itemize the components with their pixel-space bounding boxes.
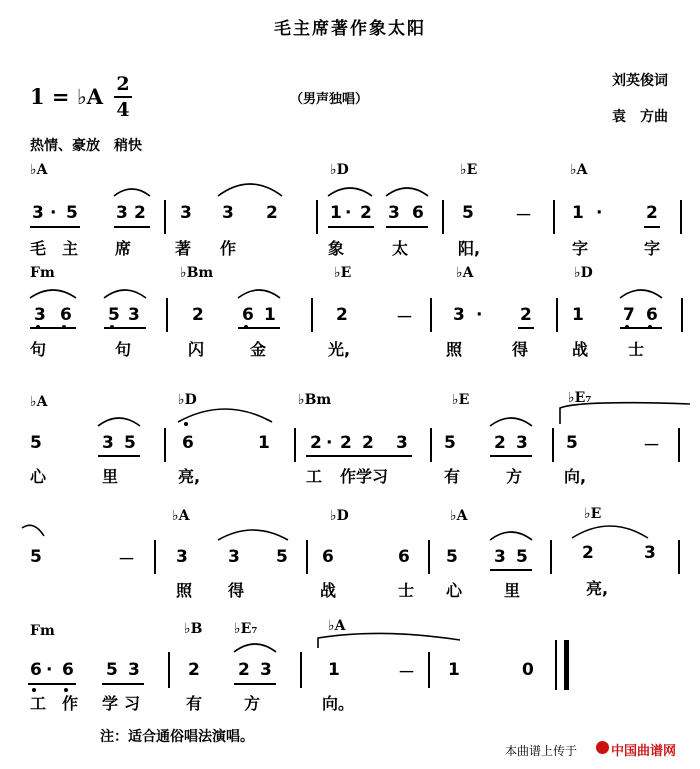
chord-symbol: ♭E: [460, 162, 478, 178]
time-numerator: 2: [116, 73, 130, 95]
chord-symbol: ♭E: [584, 506, 602, 522]
note: 2: [646, 203, 658, 223]
note-dot: ·: [50, 203, 57, 223]
low-octave-dot: [244, 325, 248, 329]
lyric: 心: [446, 581, 463, 600]
note: 5: [124, 433, 136, 453]
lyric: 作: [62, 694, 79, 713]
tie-end: [22, 525, 44, 536]
lyric: 句: [30, 340, 47, 359]
lyric: 士: [628, 340, 645, 359]
slur: [572, 526, 648, 538]
low-octave-dot: [64, 688, 68, 692]
chord-symbol: ♭A: [30, 162, 48, 178]
slur: [620, 290, 662, 298]
note: 2: [494, 433, 506, 453]
lyric: 得: [228, 581, 245, 600]
note: 1: [330, 203, 342, 223]
lyric: 毛: [30, 239, 47, 258]
low-octave-dot: [184, 422, 188, 426]
note: 3: [228, 547, 240, 567]
note: 5: [444, 433, 456, 453]
low-octave-dot: [32, 688, 36, 692]
note: 6: [322, 547, 334, 567]
low-octave-dot: [110, 325, 114, 329]
note: 3: [396, 433, 408, 453]
slur: [328, 188, 372, 196]
lyric: 字: [644, 239, 661, 258]
lyric: 照: [176, 581, 193, 600]
dash: －: [515, 206, 532, 226]
note: 3: [644, 543, 656, 563]
chord-symbol: ♭D: [178, 392, 197, 408]
note: 2: [362, 433, 374, 453]
note: 3: [34, 305, 46, 325]
note: 2: [340, 433, 352, 453]
slur: [490, 532, 532, 540]
note: 5: [462, 203, 474, 223]
slur: [114, 189, 150, 196]
note: 3: [116, 203, 128, 223]
note-dot: ·: [596, 203, 603, 223]
slur: [218, 530, 288, 540]
chord-symbol: ♭A: [456, 265, 474, 281]
slur: [98, 418, 140, 426]
note: 5: [276, 547, 288, 567]
slur: [490, 418, 532, 426]
note-dot: ·: [345, 203, 352, 223]
chord-symbol: ♭E₇: [234, 621, 258, 637]
note: 2: [188, 660, 200, 680]
lyric: 向,: [564, 467, 587, 486]
note: 6: [242, 305, 254, 325]
chord-symbol: ♭E: [452, 392, 470, 408]
lyric: 方: [244, 694, 261, 713]
chord-symbol: ♭Bm: [180, 265, 214, 281]
dash: －: [396, 308, 413, 328]
note: 5: [30, 547, 42, 567]
lyric: 亮,: [586, 579, 609, 598]
note: 3: [494, 547, 506, 567]
chord-symbol: ♭E: [334, 265, 352, 281]
chord-symbol: ♭Bm: [298, 392, 332, 408]
note: 5: [516, 547, 528, 567]
chord-symbol: Fm: [30, 623, 55, 639]
note: 2: [520, 305, 532, 325]
note: 6: [62, 660, 74, 680]
performance-note: （男声独唱）: [290, 92, 369, 107]
note: 3: [128, 305, 140, 325]
lyric: 句: [115, 340, 132, 359]
lyric: 闪: [188, 340, 205, 359]
dash: －: [118, 550, 135, 570]
chord-symbol: ♭A: [172, 508, 190, 524]
note: 6: [398, 547, 410, 567]
lyricist-credit: 刘英俊词: [612, 73, 668, 89]
lyric: 里: [102, 467, 119, 486]
time-denominator: 4: [116, 99, 130, 121]
note: 6: [412, 203, 424, 223]
note: 5: [446, 547, 458, 567]
note: 1: [572, 203, 584, 223]
chord-symbol: ♭D: [330, 162, 349, 178]
lyric: 作: [220, 239, 237, 258]
lyric: 习: [124, 694, 141, 713]
note: 2: [336, 305, 348, 325]
note: 3: [180, 203, 192, 223]
lyric: 著: [175, 239, 192, 258]
note: 3: [102, 433, 114, 453]
note: 1: [572, 305, 584, 325]
note: 6: [60, 305, 72, 325]
low-octave-dot: [625, 325, 629, 329]
note-dot: ·: [476, 305, 483, 325]
site-name-link[interactable]: 中国曲谱网: [611, 744, 677, 759]
slurs: [22, 184, 690, 652]
lyric: 太: [392, 239, 409, 258]
note: 5: [106, 660, 118, 680]
note: 3: [222, 203, 234, 223]
slur: [178, 409, 272, 422]
chord-symbol: ♭A: [570, 162, 588, 178]
note: 6: [182, 433, 194, 453]
lyric: 里: [504, 581, 521, 600]
lyric: 主: [62, 239, 79, 258]
lyric: 战: [320, 581, 337, 600]
dash: －: [398, 663, 415, 683]
lyric: 象: [328, 239, 345, 258]
lyric: 有: [186, 694, 203, 713]
low-octave-dot: [36, 325, 40, 329]
note-dot: ·: [326, 433, 333, 453]
octave-dots: [32, 325, 652, 692]
upload-caption: 本曲谱上传于: [505, 744, 578, 758]
note: 2: [310, 433, 322, 453]
note: 5: [30, 433, 42, 453]
chord-symbol: ♭A: [30, 394, 48, 410]
lyric: 亮,: [178, 467, 201, 486]
note: 5: [566, 433, 578, 453]
chord-symbol: ♭E₇: [568, 390, 592, 406]
lyric: 得: [512, 340, 529, 359]
slur: [104, 290, 146, 298]
lyric: 光,: [328, 340, 351, 359]
note: 3: [388, 203, 400, 223]
chord-symbol: Fm: [30, 265, 55, 281]
slur: [218, 184, 282, 196]
note: 5: [66, 203, 78, 223]
chord-symbol: ♭D: [574, 265, 593, 281]
lyric: 金: [250, 340, 267, 359]
chord-symbol: ♭A: [450, 508, 468, 524]
note: 1: [264, 305, 276, 325]
lyric: 战: [572, 340, 589, 359]
lyric: 向。: [322, 694, 355, 713]
note: 3: [516, 433, 528, 453]
dash: －: [643, 436, 660, 456]
composer-credit: 袁 方曲: [612, 109, 668, 125]
note: 2: [582, 543, 594, 563]
lyric: 工: [306, 467, 323, 486]
performance-note-footer: 注：适合通俗唱法演唱。: [100, 729, 254, 745]
slur: [318, 633, 460, 648]
note: 3: [128, 660, 140, 680]
low-octave-dot: [62, 325, 66, 329]
lyric: 方: [506, 467, 523, 486]
slur: [30, 290, 76, 298]
note: 2: [134, 203, 146, 223]
slur: [386, 188, 428, 196]
lyric: 照: [446, 340, 463, 359]
note: 3: [32, 203, 44, 223]
chord-symbol: ♭A: [328, 618, 346, 634]
slur: [238, 290, 280, 298]
song-title: 毛主席著作象太阳: [274, 19, 426, 39]
note: 2: [360, 203, 372, 223]
lyric: 工: [30, 694, 47, 713]
tie-start: [560, 403, 690, 424]
note: 2: [192, 305, 204, 325]
lyric: 士: [398, 581, 415, 600]
lyric: 学: [102, 694, 119, 713]
key-signature: 1 = ♭A: [30, 84, 104, 109]
chord-symbol: ♭B: [184, 621, 203, 637]
lyric: 席: [115, 239, 132, 258]
lyric: 心: [30, 467, 47, 486]
note: 2: [238, 660, 250, 680]
slur: [234, 644, 276, 652]
tempo-marking: 热情、豪放 稍快: [30, 138, 142, 154]
note: 6: [646, 305, 658, 325]
note: 5: [108, 305, 120, 325]
note: 1: [448, 660, 460, 680]
note: 2: [266, 203, 278, 223]
note: 1: [258, 433, 270, 453]
note: 3: [260, 660, 272, 680]
note: 0: [522, 660, 534, 680]
chord-symbol: ♭D: [330, 508, 349, 524]
note: 1: [328, 660, 340, 680]
note: 3: [453, 305, 465, 325]
low-octave-dot: [648, 325, 652, 329]
note: 3: [176, 547, 188, 567]
note: 6: [30, 660, 42, 680]
note: 7: [623, 305, 635, 325]
note-dot: ·: [46, 660, 53, 680]
lyric: 字: [572, 239, 589, 258]
lyric: 作学习: [340, 467, 389, 486]
lyric: 阳,: [458, 239, 481, 258]
lyric: 有: [444, 467, 461, 486]
